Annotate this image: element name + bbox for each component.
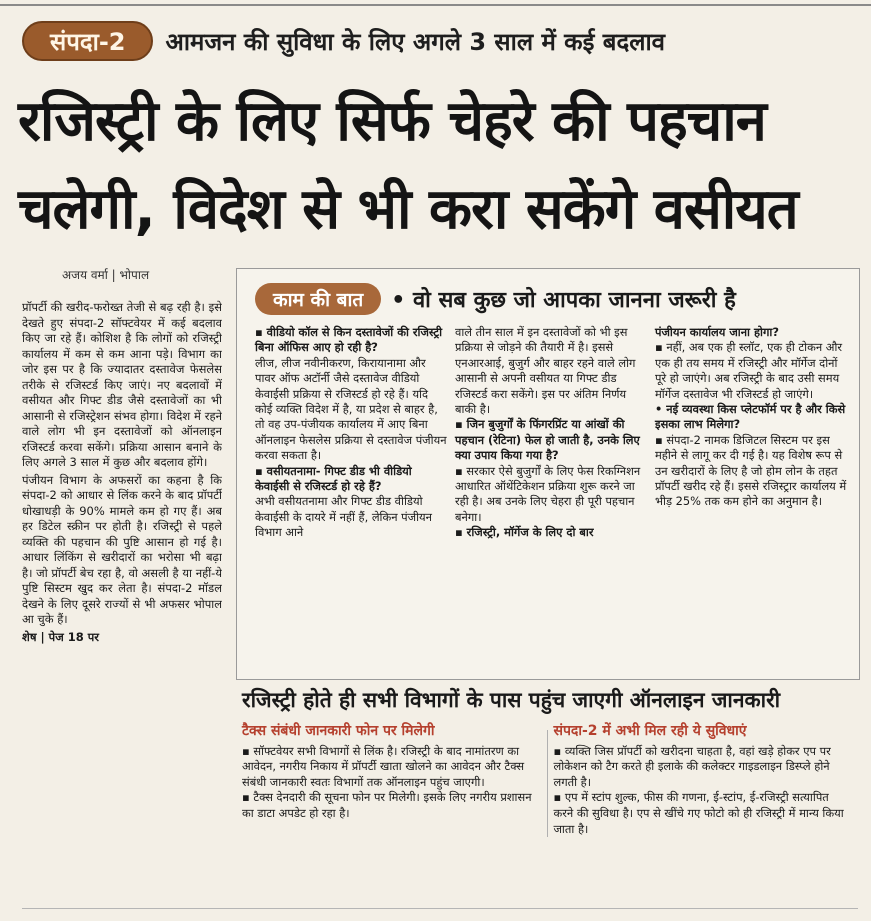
info-column-2 [451,325,651,675]
tax-info-heading: टैक्स संबंधी जानकारी फोन पर मिलेगी [242,723,435,739]
facilities-heading: संपदा-2 में अभी मिल रही ये सुविधाएं [553,723,747,739]
headline-line-2: चलेगी, विदेश से भी करा सकेंगे वसीयत [18,177,798,242]
answer: ▪ संपदा-2 नामक डिजिटल सिस्टम पर इस महीने से लागू कर दी गई है। यह विशेष रूप से उन खरीदारों के लिए है जो होम लोन के तहत प्रॉपर्टी खरीद रहे हैं। इससे रजिस्ट्रार कार्यालय में भीड़ 25% तक कम होने का अनुमान है। [655,432,847,509]
info-box [236,268,860,680]
story-paragraph-2: पंजीयन विभाग के अफसरों का कहना है कि संपदा-2 को आधार से लिंक करने के बाद प्रॉपर्टी धोखाधड़ी के 90% मामले कम हो गए हैं। अब हर डिटेल स्क्रीन पर होती है। रजिस्ट्री से पहले व्यक्ति की पहचान की पुष्टि आसान हो गई है। आधार लिंकिंग से खरीदारों का भरोसा भी बढ़ा है। जो प्रॉपर्टी बेच रहा है, वो असली है या नहीं-ये पुष्टि सिस्टम खुद कर लेता है। संपदा-2 मॉडल देखने के लिए दूसरे राज्यों से भी अफसर भोपाल आ चुके हैं। [22,472,222,626]
tax-info-paragraph-1: ▪ सॉफ्टवेयर सभी विभागों से लिंक है। रजिस्ट्री के बाद नामांतरण का आवेदन, नगरीय निकाय में प्रॉपर्टी खाता खोलने का आवेदन और टैक्स संबंधी जानकारी स्वतः विभागों तक ऑनलाइन पहुंच जाएगी। [242,743,525,789]
bottom-rule [22,908,858,909]
info-box-columns [251,325,851,675]
bottom-columns [236,724,858,837]
question: ▪ रजिस्ट्री, मॉर्गेज के लिए दो बार [455,525,594,540]
bottom-section-title: रजिस्ट्री होते ही सभी विभागों के पास पहुंच जाएगी ऑनलाइन जानकारी [242,688,781,712]
kicker-label: संपदा-2 [22,21,153,61]
headline [18,78,858,254]
tax-info-paragraph-2: ▪ टैक्स देनदारी की सूचना फोन पर मिलेगी। इसके लिए नगरीय प्रशासन का डाटा अपडेट हो रहा है। [242,790,532,820]
kicker [22,22,665,60]
kicker-text: आमजन की सुविधा के लिए अगले 3 साल में कई बदलाव [165,27,666,56]
byline: अजय वर्मा | भोपाल [62,268,150,282]
question: ▪ वसीयतनामा- गिफ्ट डीड भी वीडियो केवाईसी से रजिस्टर्ड हो रहे हैं? [255,463,412,494]
question: ▪ वीडियो कॉल से किन दस्तावेजों की रजिस्ट्री बिना ऑफिस आए हो रही है? [255,325,443,355]
continued-note: शेष | पेज 18 पर [22,629,99,644]
info-column-3 [651,325,851,675]
question: • नई व्यवस्था किस प्लेटफॉर्म पर है और किसे इसका लाभ मिलेगा? [655,402,846,432]
question: ▪ जिन बुजुर्गों के फिंगरप्रिंट या आंखों की पहचान (रेटिना) फेल हो जाती है, उनके लिए क्या उपाय किया गया है? [455,417,640,463]
main-story-column [22,300,222,900]
question: पंजीयन कार्यालय जाना होगा? [655,325,779,339]
answer: लीज, लीज नवीनीकरण, किरायानामा और पावर ऑफ अटॉर्नी जैसे दस्तावेज वीडियो केवाईसी प्रक्रिया से रजिस्टर्ड हो रहे हैं। यदि कोई व्यक्ति विदेश में है, या प्रदेश से बाहर है, तो वह उप-पंजीयक कार्यालय में आए बिना ऑनलाइन फेसलेस प्रक्रिया से दस्तावेज पंजीयन करवा सकता है। [255,355,447,463]
info-box-label: काम की बात [255,283,381,315]
tax-info-column [236,724,547,837]
bottom-section [236,686,858,896]
answer: अभी वसीयतनामा और गिफ्ट डीड वीडियो केवाईसी के दायरे में नहीं हैं, लेकिन पंजीयन विभाग आने [255,494,432,540]
info-box-header [255,283,736,315]
facilities-column [547,724,858,837]
headline-line-1: रजिस्ट्री के लिए सिर्फ चेहरे की पहचान [18,89,766,154]
top-rule [0,4,871,6]
info-column-1 [251,325,451,675]
info-box-title: • वो सब कुछ जो आपका जानना जरूरी है [391,288,736,313]
facilities-paragraph-2: ▪ एप में स्टांप शुल्क, फीस की गणना, ई-स्टांप, ई-रजिस्ट्री सत्यापित करने की सुविधा है। एप से खींचे गए फोटो को ही रजिस्ट्री में मान्य किया जाता है। [553,790,844,836]
story-paragraph-1: प्रॉपर्टी की खरीद-फरोख्त तेजी से बढ़ रही है। इसे देखते हुए संपदा-2 सॉफ्टवेयर में कई बदलाव किए जा रहे हैं। कोशिश है कि लोगों को रजिस्ट्री कार्यालय में कम से कम आना पड़े। विभाग का जोर इस पर है कि ज्यादातर दस्तावेज फेसलेस तरीके से रजिस्टर्ड किए जाएं। नए बदलावों में वसीयत और गिफ्ट डीड जैसे दस्तावेजों का भी आसानी से रजिस्ट्रेशन संभव होगा। विदेश में रहने वाले लोग भी इन दस्तावेजों को ऑनलाइन रजिस्टर्ड करवा सकेंगे। प्रक्रिया आसान बनाने के लिए अगले 3 साल में कुछ और बदलाव होंगे। [22,300,222,469]
answer: ▪ सरकार ऐसे बुजुर्गों के लिए फेस रिकग्निशन आधारित ऑथेंटिकेशन प्रक्रिया शुरू करने जा रही है। अब उनके लिए चेहरा ही पूरी पहचान बनेगा। [455,463,641,524]
answer: ▪ नहीं, अब एक ही स्लॉट, एक ही टोकन और एक ही तय समय में रजिस्ट्री और मॉर्गेज दोनों पूरे हो जाएंगे। अब रजिस्ट्री के बाद उसी समय मॉर्गेज दस्तावेज भी रजिस्टर्ड हो जाएंगे। [655,340,843,401]
facilities-paragraph-1: ▪ व्यक्ति जिस प्रॉपर्टी को खरीदना चाहता है, वहां खड़े होकर एप पर लोकेशन को टैग करते ही इलाके की कलेक्टर गाइडलाइन डिस्प्ले होने लगती है। [553,743,831,789]
answer: वाले तीन साल में इन दस्तावेजों को भी इस प्रक्रिया से जोड़ने की तैयारी में है। इससे एनआरआई, बुजुर्ग और बाहर रहने वाले लोग आसानी से अपनी वसीयत या गिफ्ट डीड रजिस्टर्ड करा सकेंगे। इस पर अंतिम निर्णय बाकी है। [455,325,636,417]
